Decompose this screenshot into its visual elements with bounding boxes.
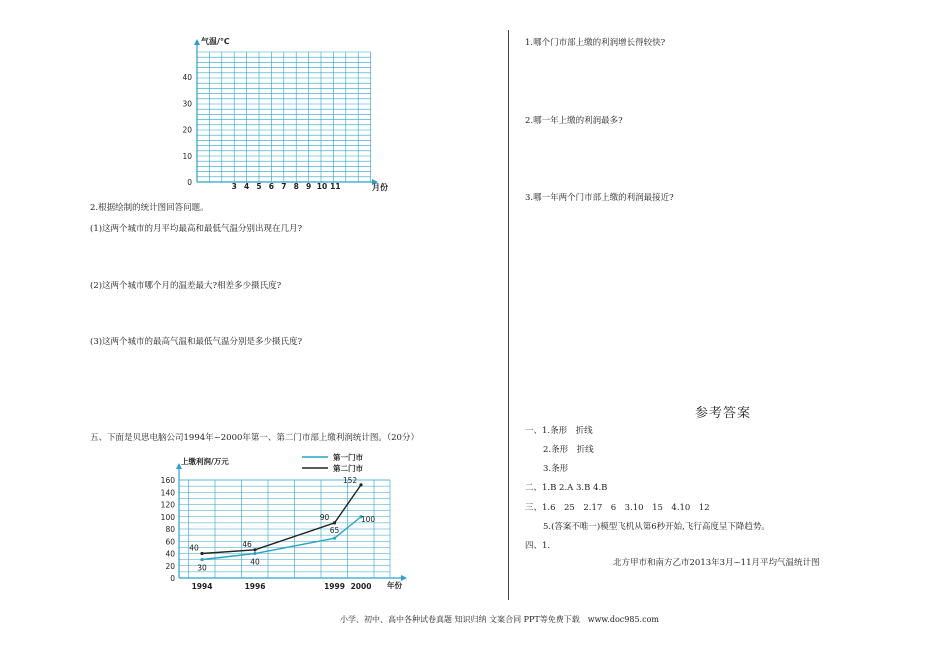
question-2-1: (1)这两个城市的月平均最高和最低气温分别出现在几月?: [90, 224, 303, 234]
y-tick-label: 20: [182, 125, 192, 135]
question-2-3: (3)这两个城市的最高气温和最低气温分别是多少摄氏度?: [90, 337, 303, 347]
y-axis-label: 上缴利润/万元: [181, 457, 229, 466]
data-label-series-1: 30: [197, 563, 207, 573]
right-question-1: 1.哪个门市部上缴的利润增长得较快?: [525, 38, 666, 48]
x-tick-label: 1996: [244, 582, 266, 591]
y-tick-label: 80: [165, 525, 175, 534]
right-question-2: 2.哪一年上缴的利润最多?: [525, 116, 623, 126]
question-2-2: (2)这两个城市哪个月的温差最大?相差多少摄氏度?: [90, 281, 282, 291]
temperature-grid-chart: [170, 32, 400, 192]
legend-label-series-1: 第一门市: [333, 453, 363, 462]
y-tick-label: 0: [170, 574, 175, 583]
y-tick-label: 100: [160, 512, 175, 522]
data-point-series-2: [200, 552, 203, 555]
x-tick-label: 4: [243, 182, 250, 191]
answer-2: 二、1.B 2.A 3.B 4.B: [525, 483, 608, 493]
data-point-series-1: [333, 537, 336, 540]
x-tick-label: 9: [305, 182, 312, 191]
answer-3: 三、1.6 25 2.17 6 3.10 15 4.10 12: [525, 503, 710, 513]
series-line-1: [202, 517, 361, 560]
y-tick-label: 10: [182, 151, 192, 161]
column-divider: [508, 30, 509, 600]
y-tick-label: 140: [160, 488, 175, 498]
x-tick-label: 2000: [350, 582, 372, 591]
data-point-series-1: [200, 558, 203, 561]
answer-3-5: 5.(答案不唯一)模型飞机从第6秒开始,飞行高度呈下降趋势。: [543, 522, 770, 532]
y-tick-label: 20: [165, 561, 175, 571]
data-point-series-2: [359, 483, 362, 486]
answer-4-caption: 北方甲市和南方乙市2013年3月~11月平均气温统计图: [613, 558, 820, 568]
legend-label-series-2: 第二门市: [333, 464, 363, 473]
answer-1-2: 2.条形 折线: [543, 445, 594, 455]
series-line-2: [202, 485, 361, 554]
x-axis-label: 年份: [387, 581, 402, 590]
y-tick-label: 120: [160, 500, 175, 510]
x-tick-label: 5: [256, 182, 262, 191]
data-label-series-1: 65: [329, 526, 340, 536]
answer-1-3: 3.条形: [543, 464, 569, 474]
footer-text: 小学、初中、高中各种试卷真题 知识归纳 文案合同 PPT等免费下载 www.doc985.com: [340, 615, 659, 624]
x-tick-label: 1999: [324, 582, 345, 591]
right-question-3: 3.哪一年两个门市部上缴的利润最接近?: [525, 193, 674, 203]
answer-1-1: 一、1.条形 折线: [525, 426, 593, 436]
x-tick-label: 7: [281, 182, 287, 191]
x-tick-label: 8: [293, 182, 299, 191]
data-label-series-2: 90: [319, 512, 330, 522]
y-tick-label: 60: [165, 537, 175, 547]
y-tick-label: 40: [182, 73, 192, 82]
y-tick-label: 30: [182, 99, 192, 109]
x-tick-label: 10: [316, 182, 328, 191]
data-label-series-2: 152: [342, 475, 358, 485]
answer-4: 四、1.: [525, 541, 551, 551]
y-tick-label: 0: [187, 178, 192, 187]
data-label-series-1: 40: [250, 557, 260, 567]
data-label-series-1: 100: [360, 514, 376, 524]
question-5-intro: 五、下面是贝思电脑公司1994年~2000年第一、第二门市部上缴利润统计图。（20分）: [90, 433, 419, 443]
data-point-series-1: [253, 552, 256, 555]
question-2-intro: 2.根据绘制的统计图回答问题。: [90, 203, 209, 213]
x-tick-label: 11: [330, 182, 341, 191]
data-point-series-2: [253, 548, 256, 551]
y-tick-label: 160: [160, 476, 175, 485]
data-label-series-2: 46: [242, 539, 252, 549]
data-label-series-2: 40: [189, 543, 199, 553]
profit-line-chart: [150, 450, 410, 600]
x-tick-label: 3: [231, 182, 237, 191]
x-tick-label: 1994: [191, 582, 213, 591]
x-tick-label: 6: [268, 182, 275, 191]
y-axis-label: 气温/℃: [201, 37, 230, 46]
answer-title: 参考答案: [695, 406, 752, 421]
data-point-series-2: [333, 521, 336, 524]
y-tick-label: 40: [165, 549, 175, 559]
x-axis-label: 月份: [372, 183, 388, 192]
